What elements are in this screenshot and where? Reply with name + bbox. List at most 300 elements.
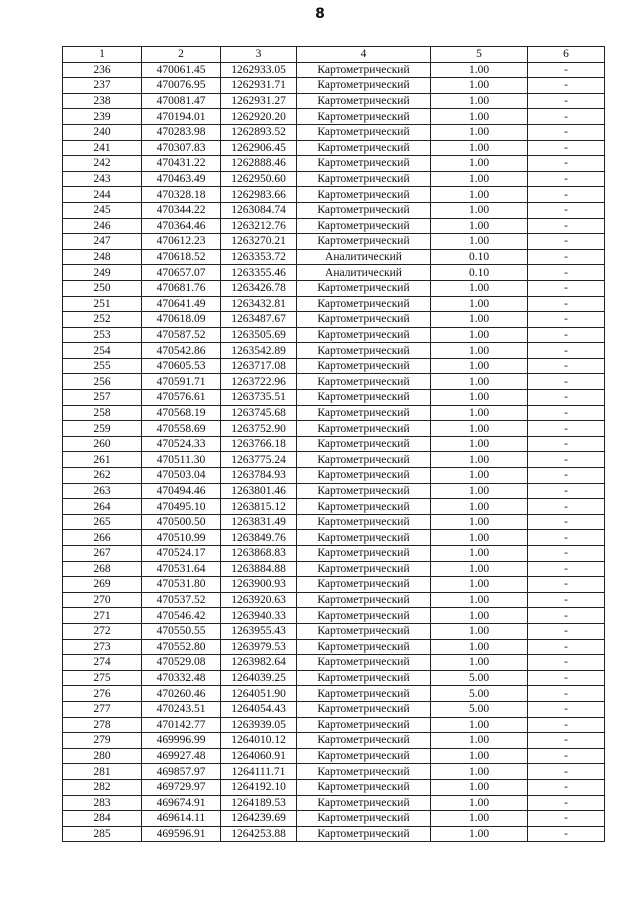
table-row bbox=[63, 140, 605, 156]
table-row bbox=[63, 78, 605, 94]
method-cell: Картометрический bbox=[297, 608, 431, 624]
column-header: 2 bbox=[142, 47, 221, 63]
x-coordinate-cell: 470618.52 bbox=[142, 249, 221, 265]
note-cell: - bbox=[528, 764, 605, 780]
x-coordinate-cell: 470076.95 bbox=[142, 78, 221, 94]
y-coordinate-cell: 1264039.25 bbox=[221, 670, 297, 686]
accuracy-cell: 0.10 bbox=[431, 249, 528, 265]
point-number-cell: 264 bbox=[63, 499, 142, 515]
point-number-cell: 249 bbox=[63, 265, 142, 281]
note-cell: - bbox=[528, 623, 605, 639]
point-number-cell: 271 bbox=[63, 608, 142, 624]
note-cell: - bbox=[528, 468, 605, 484]
x-coordinate-cell: 470510.99 bbox=[142, 530, 221, 546]
table-row bbox=[63, 483, 605, 499]
method-cell: Аналитический bbox=[297, 265, 431, 281]
note-cell: - bbox=[528, 530, 605, 546]
accuracy-cell: 1.00 bbox=[431, 717, 528, 733]
note-cell: - bbox=[528, 327, 605, 343]
table-row bbox=[63, 623, 605, 639]
method-cell: Картометрический bbox=[297, 811, 431, 827]
method-cell: Картометрический bbox=[297, 623, 431, 639]
x-coordinate-cell: 470529.08 bbox=[142, 655, 221, 671]
method-cell: Картометрический bbox=[297, 686, 431, 702]
y-coordinate-cell: 1262983.66 bbox=[221, 187, 297, 203]
y-coordinate-cell: 1263920.63 bbox=[221, 592, 297, 608]
method-cell: Картометрический bbox=[297, 764, 431, 780]
x-coordinate-cell: 470142.77 bbox=[142, 717, 221, 733]
y-coordinate-cell: 1262931.27 bbox=[221, 93, 297, 109]
point-number-cell: 280 bbox=[63, 748, 142, 764]
x-coordinate-cell: 470587.52 bbox=[142, 327, 221, 343]
table-row bbox=[63, 374, 605, 390]
table-row bbox=[63, 701, 605, 717]
note-cell: - bbox=[528, 655, 605, 671]
accuracy-cell: 1.00 bbox=[431, 655, 528, 671]
note-cell: - bbox=[528, 358, 605, 374]
table-row bbox=[63, 156, 605, 172]
accuracy-cell: 1.00 bbox=[431, 499, 528, 515]
point-number-cell: 247 bbox=[63, 234, 142, 250]
method-cell: Картометрический bbox=[297, 109, 431, 125]
y-coordinate-cell: 1264189.53 bbox=[221, 795, 297, 811]
column-header: 5 bbox=[431, 47, 528, 63]
x-coordinate-cell: 470524.33 bbox=[142, 436, 221, 452]
accuracy-cell: 1.00 bbox=[431, 764, 528, 780]
x-coordinate-cell: 469729.97 bbox=[142, 779, 221, 795]
point-number-cell: 267 bbox=[63, 546, 142, 562]
y-coordinate-cell: 1263831.49 bbox=[221, 514, 297, 530]
accuracy-cell: 1.00 bbox=[431, 62, 528, 78]
coordinates-table bbox=[62, 46, 605, 842]
method-cell: Картометрический bbox=[297, 499, 431, 515]
accuracy-cell: 0.10 bbox=[431, 265, 528, 281]
table-row bbox=[63, 93, 605, 109]
y-coordinate-cell: 1264054.43 bbox=[221, 701, 297, 717]
note-cell: - bbox=[528, 748, 605, 764]
note-cell: - bbox=[528, 546, 605, 562]
table-row bbox=[63, 717, 605, 733]
table-row bbox=[63, 327, 605, 343]
point-number-cell: 253 bbox=[63, 327, 142, 343]
x-coordinate-cell: 470344.22 bbox=[142, 202, 221, 218]
accuracy-cell: 1.00 bbox=[431, 171, 528, 187]
note-cell: - bbox=[528, 124, 605, 140]
note-cell: - bbox=[528, 608, 605, 624]
y-coordinate-cell: 1264253.88 bbox=[221, 826, 297, 842]
table-row bbox=[63, 546, 605, 562]
method-cell: Картометрический bbox=[297, 483, 431, 499]
table-row bbox=[63, 187, 605, 203]
method-cell: Картометрический bbox=[297, 78, 431, 94]
note-cell: - bbox=[528, 795, 605, 811]
table-row bbox=[63, 265, 605, 281]
point-number-cell: 272 bbox=[63, 623, 142, 639]
accuracy-cell: 1.00 bbox=[431, 592, 528, 608]
y-coordinate-cell: 1264010.12 bbox=[221, 733, 297, 749]
y-coordinate-cell: 1263355.46 bbox=[221, 265, 297, 281]
note-cell: - bbox=[528, 670, 605, 686]
accuracy-cell: 1.00 bbox=[431, 202, 528, 218]
accuracy-cell: 1.00 bbox=[431, 156, 528, 172]
method-cell: Картометрический bbox=[297, 421, 431, 437]
accuracy-cell: 1.00 bbox=[431, 795, 528, 811]
x-coordinate-cell: 470558.69 bbox=[142, 421, 221, 437]
table-row bbox=[63, 733, 605, 749]
x-coordinate-cell: 470061.45 bbox=[142, 62, 221, 78]
accuracy-cell: 1.00 bbox=[431, 608, 528, 624]
accuracy-cell: 1.00 bbox=[431, 327, 528, 343]
method-cell: Картометрический bbox=[297, 733, 431, 749]
x-coordinate-cell: 470568.19 bbox=[142, 405, 221, 421]
point-number-cell: 266 bbox=[63, 530, 142, 546]
point-number-cell: 257 bbox=[63, 390, 142, 406]
accuracy-cell: 1.00 bbox=[431, 109, 528, 125]
note-cell: - bbox=[528, 717, 605, 733]
point-number-cell: 284 bbox=[63, 811, 142, 827]
table-row bbox=[63, 312, 605, 328]
y-coordinate-cell: 1263487.67 bbox=[221, 312, 297, 328]
accuracy-cell: 1.00 bbox=[431, 779, 528, 795]
point-number-cell: 245 bbox=[63, 202, 142, 218]
table-row bbox=[63, 639, 605, 655]
point-number-cell: 283 bbox=[63, 795, 142, 811]
y-coordinate-cell: 1263270.21 bbox=[221, 234, 297, 250]
x-coordinate-cell: 470081.47 bbox=[142, 93, 221, 109]
accuracy-cell: 1.00 bbox=[431, 748, 528, 764]
y-coordinate-cell: 1263784.93 bbox=[221, 468, 297, 484]
point-number-cell: 278 bbox=[63, 717, 142, 733]
table-row bbox=[63, 452, 605, 468]
table-row bbox=[63, 171, 605, 187]
method-cell: Картометрический bbox=[297, 327, 431, 343]
table-row bbox=[63, 296, 605, 312]
accuracy-cell: 1.00 bbox=[431, 296, 528, 312]
x-coordinate-cell: 470260.46 bbox=[142, 686, 221, 702]
y-coordinate-cell: 1263432.81 bbox=[221, 296, 297, 312]
accuracy-cell: 5.00 bbox=[431, 686, 528, 702]
y-coordinate-cell: 1262893.52 bbox=[221, 124, 297, 140]
x-coordinate-cell: 470194.01 bbox=[142, 109, 221, 125]
y-coordinate-cell: 1263979.53 bbox=[221, 639, 297, 655]
point-number-cell: 281 bbox=[63, 764, 142, 780]
x-coordinate-cell: 470641.49 bbox=[142, 296, 221, 312]
method-cell: Картометрический bbox=[297, 701, 431, 717]
accuracy-cell: 1.00 bbox=[431, 374, 528, 390]
accuracy-cell: 1.00 bbox=[431, 312, 528, 328]
note-cell: - bbox=[528, 561, 605, 577]
x-coordinate-cell: 470576.61 bbox=[142, 390, 221, 406]
method-cell: Картометрический bbox=[297, 280, 431, 296]
note-cell: - bbox=[528, 265, 605, 281]
x-coordinate-cell: 469674.91 bbox=[142, 795, 221, 811]
point-number-cell: 239 bbox=[63, 109, 142, 125]
method-cell: Картометрический bbox=[297, 312, 431, 328]
note-cell: - bbox=[528, 452, 605, 468]
x-coordinate-cell: 470332.48 bbox=[142, 670, 221, 686]
accuracy-cell: 1.00 bbox=[431, 218, 528, 234]
table-row bbox=[63, 468, 605, 484]
table-row bbox=[63, 592, 605, 608]
method-cell: Картометрический bbox=[297, 639, 431, 655]
note-cell: - bbox=[528, 826, 605, 842]
point-number-cell: 252 bbox=[63, 312, 142, 328]
accuracy-cell: 1.00 bbox=[431, 390, 528, 406]
x-coordinate-cell: 470618.09 bbox=[142, 312, 221, 328]
x-coordinate-cell: 469614.11 bbox=[142, 811, 221, 827]
table-row bbox=[63, 280, 605, 296]
note-cell: - bbox=[528, 78, 605, 94]
column-header: 4 bbox=[297, 47, 431, 63]
method-cell: Картометрический bbox=[297, 405, 431, 421]
x-coordinate-cell: 469857.97 bbox=[142, 764, 221, 780]
point-number-cell: 243 bbox=[63, 171, 142, 187]
point-number-cell: 279 bbox=[63, 733, 142, 749]
point-number-cell: 282 bbox=[63, 779, 142, 795]
y-coordinate-cell: 1263766.18 bbox=[221, 436, 297, 452]
accuracy-cell: 1.00 bbox=[431, 514, 528, 530]
y-coordinate-cell: 1263775.24 bbox=[221, 452, 297, 468]
point-number-cell: 259 bbox=[63, 421, 142, 437]
point-number-cell: 258 bbox=[63, 405, 142, 421]
table-row bbox=[63, 779, 605, 795]
y-coordinate-cell: 1262906.45 bbox=[221, 140, 297, 156]
accuracy-cell: 1.00 bbox=[431, 93, 528, 109]
x-coordinate-cell: 470542.86 bbox=[142, 343, 221, 359]
accuracy-cell: 1.00 bbox=[431, 826, 528, 842]
point-number-cell: 276 bbox=[63, 686, 142, 702]
method-cell: Картометрический bbox=[297, 374, 431, 390]
method-cell: Картометрический bbox=[297, 655, 431, 671]
method-cell: Картометрический bbox=[297, 140, 431, 156]
note-cell: - bbox=[528, 249, 605, 265]
point-number-cell: 238 bbox=[63, 93, 142, 109]
point-number-cell: 274 bbox=[63, 655, 142, 671]
table-row bbox=[63, 686, 605, 702]
method-cell: Картометрический bbox=[297, 748, 431, 764]
column-header: 3 bbox=[221, 47, 297, 63]
y-coordinate-cell: 1263940.33 bbox=[221, 608, 297, 624]
y-coordinate-cell: 1263900.93 bbox=[221, 577, 297, 593]
y-coordinate-cell: 1262920.20 bbox=[221, 109, 297, 125]
accuracy-cell: 1.00 bbox=[431, 639, 528, 655]
table-row bbox=[63, 218, 605, 234]
accuracy-cell: 1.00 bbox=[431, 124, 528, 140]
method-cell: Картометрический bbox=[297, 171, 431, 187]
point-number-cell: 237 bbox=[63, 78, 142, 94]
table-row bbox=[63, 358, 605, 374]
note-cell: - bbox=[528, 109, 605, 125]
x-coordinate-cell: 470283.98 bbox=[142, 124, 221, 140]
y-coordinate-cell: 1263815.12 bbox=[221, 499, 297, 515]
table-row bbox=[63, 530, 605, 546]
table-row bbox=[63, 62, 605, 78]
y-coordinate-cell: 1263801.46 bbox=[221, 483, 297, 499]
method-cell: Картометрический bbox=[297, 436, 431, 452]
y-coordinate-cell: 1264111.71 bbox=[221, 764, 297, 780]
method-cell: Картометрический bbox=[297, 93, 431, 109]
method-cell: Картометрический bbox=[297, 156, 431, 172]
method-cell: Картометрический bbox=[297, 218, 431, 234]
table-row bbox=[63, 436, 605, 452]
accuracy-cell: 1.00 bbox=[431, 343, 528, 359]
note-cell: - bbox=[528, 218, 605, 234]
table-row bbox=[63, 577, 605, 593]
method-cell: Картометрический bbox=[297, 717, 431, 733]
point-number-cell: 260 bbox=[63, 436, 142, 452]
y-coordinate-cell: 1263955.43 bbox=[221, 623, 297, 639]
y-coordinate-cell: 1264051.90 bbox=[221, 686, 297, 702]
accuracy-cell: 1.00 bbox=[431, 546, 528, 562]
table-header-row bbox=[63, 47, 605, 63]
y-coordinate-cell: 1263982.64 bbox=[221, 655, 297, 671]
x-coordinate-cell: 470463.49 bbox=[142, 171, 221, 187]
note-cell: - bbox=[528, 296, 605, 312]
method-cell: Картометрический bbox=[297, 826, 431, 842]
note-cell: - bbox=[528, 187, 605, 203]
table-row bbox=[63, 670, 605, 686]
method-cell: Картометрический bbox=[297, 592, 431, 608]
y-coordinate-cell: 1263353.72 bbox=[221, 249, 297, 265]
x-coordinate-cell: 469927.48 bbox=[142, 748, 221, 764]
accuracy-cell: 1.00 bbox=[431, 358, 528, 374]
table-row bbox=[63, 764, 605, 780]
note-cell: - bbox=[528, 390, 605, 406]
note-cell: - bbox=[528, 156, 605, 172]
table-row bbox=[63, 514, 605, 530]
table-row bbox=[63, 390, 605, 406]
method-cell: Картометрический bbox=[297, 561, 431, 577]
x-coordinate-cell: 470657.07 bbox=[142, 265, 221, 281]
note-cell: - bbox=[528, 171, 605, 187]
point-number-cell: 262 bbox=[63, 468, 142, 484]
table-row bbox=[63, 655, 605, 671]
point-number-cell: 254 bbox=[63, 343, 142, 359]
y-coordinate-cell: 1263735.51 bbox=[221, 390, 297, 406]
table-row bbox=[63, 421, 605, 437]
y-coordinate-cell: 1263939.05 bbox=[221, 717, 297, 733]
x-coordinate-cell: 470591.71 bbox=[142, 374, 221, 390]
y-coordinate-cell: 1262933.05 bbox=[221, 62, 297, 78]
x-coordinate-cell: 470550.55 bbox=[142, 623, 221, 639]
method-cell: Картометрический bbox=[297, 358, 431, 374]
note-cell: - bbox=[528, 62, 605, 78]
x-coordinate-cell: 469596.91 bbox=[142, 826, 221, 842]
x-coordinate-cell: 470243.51 bbox=[142, 701, 221, 717]
accuracy-cell: 1.00 bbox=[431, 234, 528, 250]
note-cell: - bbox=[528, 499, 605, 515]
x-coordinate-cell: 470494.46 bbox=[142, 483, 221, 499]
x-coordinate-cell: 470431.22 bbox=[142, 156, 221, 172]
method-cell: Картометрический bbox=[297, 202, 431, 218]
point-number-cell: 256 bbox=[63, 374, 142, 390]
y-coordinate-cell: 1263745.68 bbox=[221, 405, 297, 421]
table-row bbox=[63, 202, 605, 218]
note-cell: - bbox=[528, 811, 605, 827]
accuracy-cell: 1.00 bbox=[431, 78, 528, 94]
note-cell: - bbox=[528, 483, 605, 499]
x-coordinate-cell: 470552.80 bbox=[142, 639, 221, 655]
method-cell: Картометрический bbox=[297, 468, 431, 484]
point-number-cell: 255 bbox=[63, 358, 142, 374]
page-number: 8 bbox=[315, 6, 325, 22]
note-cell: - bbox=[528, 701, 605, 717]
note-cell: - bbox=[528, 592, 605, 608]
x-coordinate-cell: 469996.99 bbox=[142, 733, 221, 749]
y-coordinate-cell: 1264060.91 bbox=[221, 748, 297, 764]
note-cell: - bbox=[528, 421, 605, 437]
method-cell: Картометрический bbox=[297, 124, 431, 140]
y-coordinate-cell: 1263505.69 bbox=[221, 327, 297, 343]
accuracy-cell: 1.00 bbox=[431, 623, 528, 639]
note-cell: - bbox=[528, 436, 605, 452]
method-cell: Картометрический bbox=[297, 577, 431, 593]
table-row bbox=[63, 499, 605, 515]
accuracy-cell: 1.00 bbox=[431, 530, 528, 546]
accuracy-cell: 1.00 bbox=[431, 280, 528, 296]
x-coordinate-cell: 470524.17 bbox=[142, 546, 221, 562]
x-coordinate-cell: 470546.42 bbox=[142, 608, 221, 624]
x-coordinate-cell: 470681.76 bbox=[142, 280, 221, 296]
method-cell: Картометрический bbox=[297, 530, 431, 546]
note-cell: - bbox=[528, 374, 605, 390]
point-number-cell: 248 bbox=[63, 249, 142, 265]
table-row bbox=[63, 608, 605, 624]
method-cell: Картометрический bbox=[297, 452, 431, 468]
accuracy-cell: 1.00 bbox=[431, 733, 528, 749]
point-number-cell: 263 bbox=[63, 483, 142, 499]
note-cell: - bbox=[528, 405, 605, 421]
accuracy-cell: 1.00 bbox=[431, 811, 528, 827]
method-cell: Картометрический bbox=[297, 670, 431, 686]
y-coordinate-cell: 1264192.10 bbox=[221, 779, 297, 795]
x-coordinate-cell: 470328.18 bbox=[142, 187, 221, 203]
note-cell: - bbox=[528, 343, 605, 359]
note-cell: - bbox=[528, 733, 605, 749]
accuracy-cell: 1.00 bbox=[431, 452, 528, 468]
table-row bbox=[63, 811, 605, 827]
table-row bbox=[63, 748, 605, 764]
accuracy-cell: 5.00 bbox=[431, 701, 528, 717]
method-cell: Картометрический bbox=[297, 296, 431, 312]
table-row bbox=[63, 343, 605, 359]
point-number-cell: 273 bbox=[63, 639, 142, 655]
note-cell: - bbox=[528, 140, 605, 156]
y-coordinate-cell: 1263717.08 bbox=[221, 358, 297, 374]
x-coordinate-cell: 470307.83 bbox=[142, 140, 221, 156]
point-number-cell: 268 bbox=[63, 561, 142, 577]
method-cell: Картометрический bbox=[297, 234, 431, 250]
table-row bbox=[63, 109, 605, 125]
y-coordinate-cell: 1263752.90 bbox=[221, 421, 297, 437]
x-coordinate-cell: 470364.46 bbox=[142, 218, 221, 234]
point-number-cell: 277 bbox=[63, 701, 142, 717]
y-coordinate-cell: 1263212.76 bbox=[221, 218, 297, 234]
x-coordinate-cell: 470537.52 bbox=[142, 592, 221, 608]
y-coordinate-cell: 1264239.69 bbox=[221, 811, 297, 827]
point-number-cell: 270 bbox=[63, 592, 142, 608]
x-coordinate-cell: 470605.53 bbox=[142, 358, 221, 374]
note-cell: - bbox=[528, 639, 605, 655]
accuracy-cell: 1.00 bbox=[431, 561, 528, 577]
table-row bbox=[63, 249, 605, 265]
method-cell: Картометрический bbox=[297, 779, 431, 795]
table-row bbox=[63, 826, 605, 842]
table-row bbox=[63, 795, 605, 811]
column-header: 6 bbox=[528, 47, 605, 63]
y-coordinate-cell: 1263849.76 bbox=[221, 530, 297, 546]
x-coordinate-cell: 470531.80 bbox=[142, 577, 221, 593]
